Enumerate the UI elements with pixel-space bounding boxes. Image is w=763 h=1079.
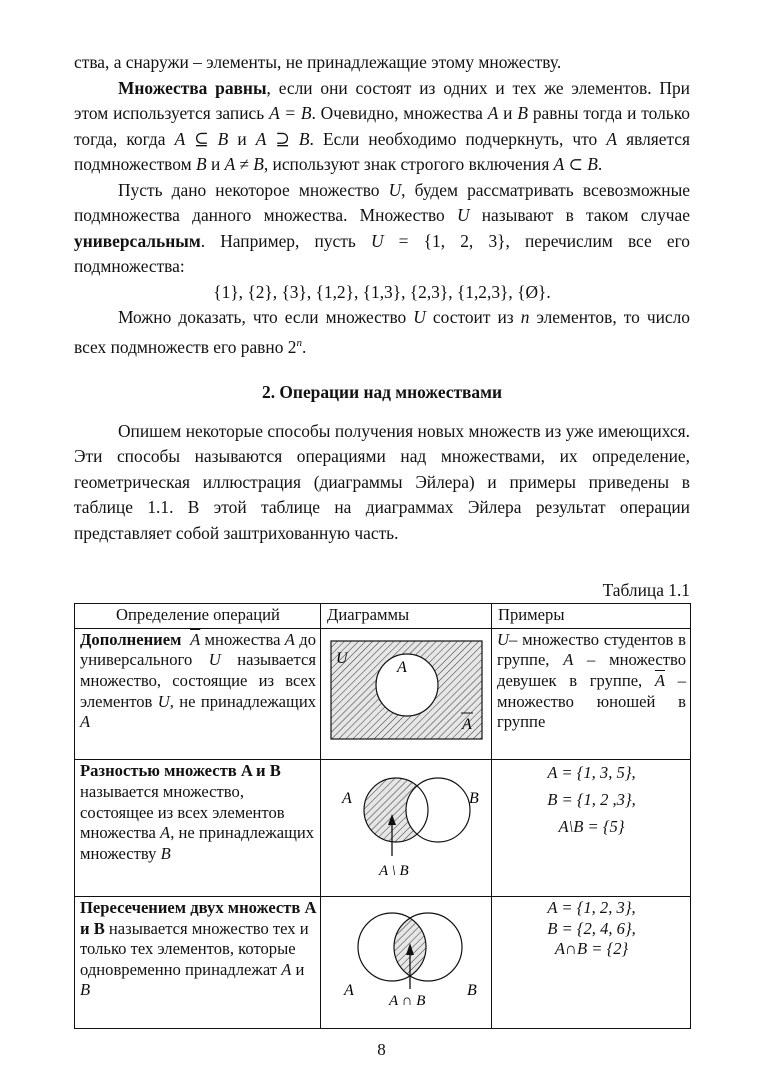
label-intersection: A ∩ B bbox=[389, 993, 426, 1010]
text: . Если необходимо подчеркнуть, что bbox=[309, 128, 607, 149]
example-complement bbox=[492, 628, 691, 760]
header-examples: Примеры bbox=[492, 604, 691, 629]
formula: A bbox=[160, 823, 171, 843]
formula: U bbox=[157, 691, 170, 711]
text: и bbox=[228, 128, 256, 149]
operations-table bbox=[74, 603, 691, 1028]
text: равны тогда и только тогда, когда bbox=[74, 103, 690, 149]
text: , будем рассматривать всевозможные подмножества данного множества. Множество bbox=[74, 179, 690, 225]
label-u: U bbox=[336, 649, 348, 667]
term: Пересечением двух множеств A и B bbox=[80, 898, 316, 938]
formula: A bbox=[487, 103, 499, 123]
example-intersection bbox=[492, 897, 691, 1029]
header-definition: Определение операций bbox=[75, 604, 321, 629]
text: Можно доказать, что если множество bbox=[118, 307, 414, 327]
label-a: A bbox=[342, 790, 352, 808]
formula: A = B bbox=[269, 103, 312, 123]
text: называется множество тех и только тех элементов, которые одновременно принадлежат bbox=[80, 918, 309, 979]
example-line: B = {2, 4, 6}, bbox=[547, 918, 636, 938]
formula: A ⊆ B bbox=[174, 128, 229, 149]
text: и bbox=[498, 103, 518, 123]
header-diagrams: Диаграммы bbox=[321, 604, 492, 629]
text: – множество студентов в группе, bbox=[497, 629, 686, 670]
example-line: A = {1, 2, 3}, bbox=[547, 898, 636, 918]
text: – множество юношей в группе bbox=[497, 671, 686, 732]
set-b-circle bbox=[406, 778, 470, 842]
label-b: B bbox=[467, 982, 477, 1000]
paragraph-subset-count bbox=[74, 305, 690, 360]
text: и bbox=[291, 959, 305, 979]
definition-difference bbox=[75, 760, 321, 897]
text: называют в таком случае bbox=[469, 205, 690, 225]
paragraph-intro: Опишем некоторые способы получения новых множеств из уже имеющихся. Эти способы называются операциями над множествами, их определение, геометрическая иллюстрация (диаграммы Эйлера) и примеры приведены в таблице 1.1. В этой таблице на диаграммах Эйлера результат операции представляет собой заштрихованную часть. bbox=[74, 420, 690, 543]
formula: B bbox=[517, 103, 528, 123]
label-b: B bbox=[469, 790, 479, 808]
text: до универсального bbox=[80, 629, 317, 670]
table-row-complement bbox=[75, 628, 691, 760]
label-a: A bbox=[397, 658, 407, 676]
set-a-circle bbox=[376, 654, 438, 716]
term: Разностью множеств A и B bbox=[80, 761, 281, 781]
text: , не принадлежащих bbox=[169, 691, 316, 711]
text: является подмножеством bbox=[74, 128, 690, 174]
page-content bbox=[74, 50, 690, 1029]
term: Дополнением bbox=[80, 629, 182, 649]
example-difference bbox=[492, 760, 691, 897]
text: , если они состоят из одних и тех же элементов. При этом используется запись bbox=[74, 77, 690, 123]
formula: U bbox=[208, 650, 221, 670]
example-line: A\B = {5} bbox=[558, 816, 625, 836]
formula: U bbox=[456, 205, 470, 225]
text: состоит из bbox=[425, 307, 521, 327]
text: , используют знак строгого включения bbox=[263, 154, 554, 174]
example-line: B = {1, 2 ,3}, bbox=[547, 790, 636, 810]
table-row-difference bbox=[75, 760, 691, 897]
label-difference: A \ B bbox=[379, 863, 409, 880]
formula: n bbox=[520, 307, 530, 327]
formula: A bbox=[80, 712, 91, 732]
text: . Очевидно, множества bbox=[311, 103, 488, 123]
formula: A bbox=[281, 959, 292, 979]
formula: U bbox=[388, 179, 402, 200]
formula: A bbox=[284, 629, 295, 649]
formula: U bbox=[370, 230, 384, 251]
page-number: 8 bbox=[377, 1040, 386, 1059]
paragraph-equal-sets bbox=[74, 76, 690, 178]
intersection-venn-diagram bbox=[321, 897, 491, 1022]
diagram-intersection bbox=[321, 897, 492, 1029]
table-header-row bbox=[75, 604, 691, 629]
label-a-complement: A bbox=[462, 715, 472, 733]
text: Пусть дано некоторое множество bbox=[118, 179, 389, 200]
paragraph-universal-set bbox=[74, 178, 690, 280]
difference-venn-diagram bbox=[321, 760, 491, 890]
text: = {1, 2, 3}, перечислим все его подмножества: bbox=[74, 230, 690, 276]
diagram-difference bbox=[321, 760, 492, 897]
formula: A ⊂ B bbox=[553, 154, 598, 174]
label-a: A bbox=[344, 982, 354, 1000]
term-equal-sets: Множества равны bbox=[118, 77, 267, 98]
paragraph-continued: ства, а снаружи – элементы, не принадлежащие этому множеству. bbox=[74, 52, 562, 72]
term-universal: универсальным bbox=[74, 230, 201, 251]
text: множества bbox=[200, 629, 285, 649]
text: называется множество, состоящие из всех элементов bbox=[80, 650, 316, 711]
text: – множество девушек в группе, bbox=[497, 650, 686, 691]
subsets-list: {1}, {2}, {3}, {1,2}, {1,3}, {2,3}, {1,2,3}, {Ø}. bbox=[213, 281, 551, 302]
formula: U bbox=[413, 307, 426, 327]
definition-complement bbox=[75, 628, 321, 760]
formula: A bbox=[563, 650, 574, 670]
symbol: $\overline{A}$ bbox=[654, 671, 666, 691]
formula: B bbox=[160, 843, 171, 863]
text: называется множество, состоящее из всех элементов множества bbox=[80, 782, 285, 843]
section-heading: 2. Операции над множествами bbox=[262, 381, 502, 402]
complement-venn-diagram bbox=[321, 629, 491, 754]
text: . Например, пусть bbox=[200, 230, 371, 251]
text: , не принадлежащих множеству bbox=[80, 823, 315, 863]
definition-intersection bbox=[75, 897, 321, 1029]
table-caption: Таблица 1.1 bbox=[602, 580, 690, 601]
text: элементов, то число всех подмножеств его равно 2 bbox=[74, 307, 690, 357]
formula: A ⊇ B bbox=[255, 128, 310, 149]
formula: B bbox=[80, 980, 91, 1000]
text: . bbox=[597, 154, 603, 174]
formula: U bbox=[497, 629, 509, 649]
diagram-complement bbox=[321, 628, 492, 760]
formula: A bbox=[606, 128, 617, 149]
superscript: n bbox=[296, 336, 302, 349]
formula: A ≠ B bbox=[224, 154, 264, 174]
text: . bbox=[301, 336, 307, 357]
text: и bbox=[206, 154, 225, 174]
symbol: $\overline{A}$ bbox=[190, 629, 201, 649]
table-row-intersection bbox=[75, 897, 691, 1029]
example-line: A = {1, 3, 5}, bbox=[547, 763, 636, 783]
formula: B bbox=[196, 154, 207, 174]
example-line: A∩B = {2} bbox=[554, 939, 629, 959]
